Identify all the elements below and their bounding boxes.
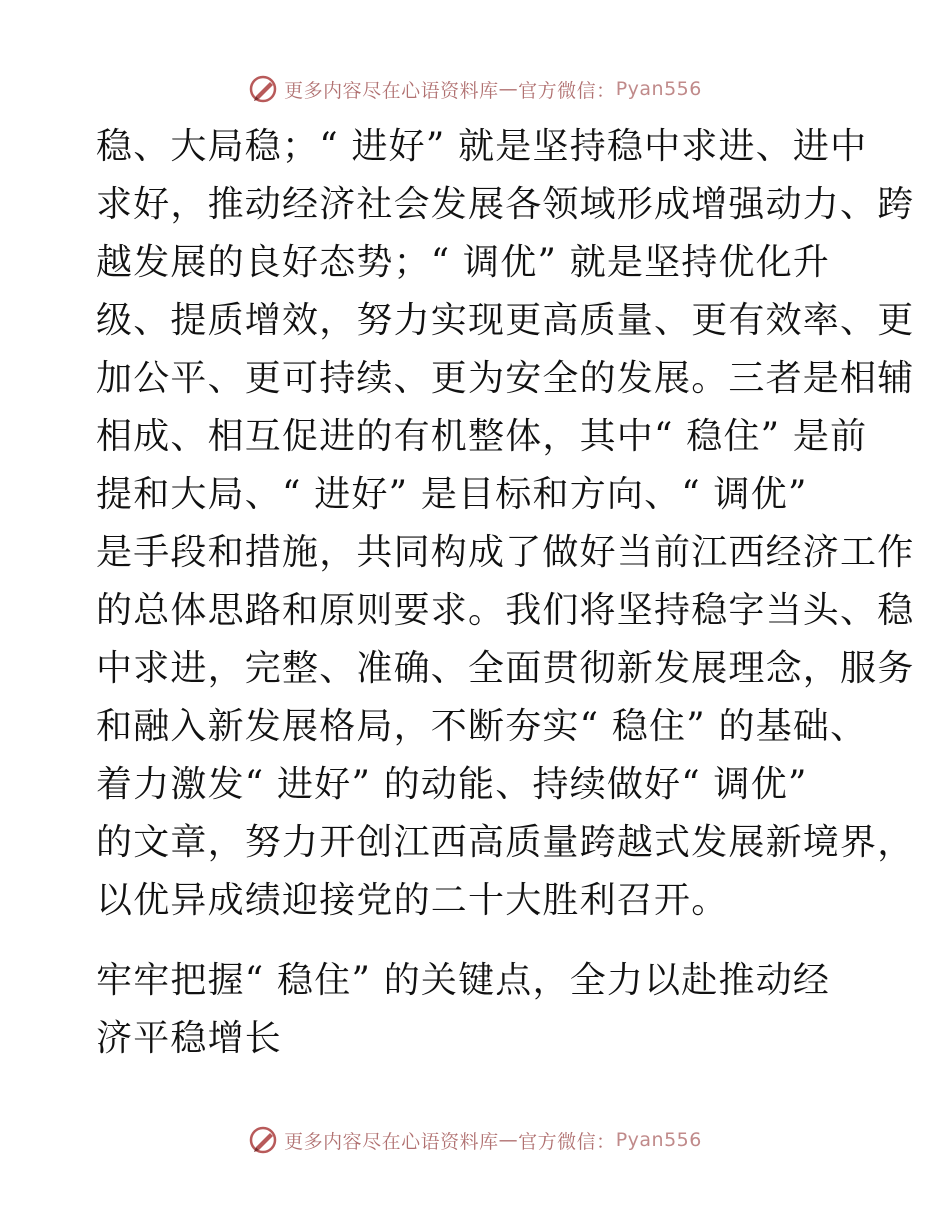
pen-logo-icon (248, 1125, 280, 1155)
paragraph-line: 求好，推动经济社会发展各领域形成增强动力、跨 (96, 184, 915, 225)
pen-logo-icon (248, 74, 280, 104)
watermark-label: 官方微信： (518, 1130, 616, 1153)
paragraph-line: 越发展的良好态势；“ 调优” 就是坚持优化升 (96, 242, 831, 283)
paragraph-line: 以优异成绩迎接党的二十大胜利召开。 (96, 880, 729, 921)
heading-line: 牢牢把握“ 稳住” 的关键点，全力以赴推动经 (96, 960, 831, 1001)
watermark-separator: — (498, 1129, 519, 1151)
paragraph-line: 提和大局、“ 进好” 是目标和方向、“ 调优” (96, 474, 808, 515)
paragraph-line: 的文章，努力开创江西高质量跨越式发展新境界， (96, 822, 915, 863)
watermark-label: 官方微信： (518, 79, 616, 102)
body-paragraph (96, 118, 915, 930)
paragraph-line: 中求进，完整、准确、全面贯彻新发展理念，服务 (96, 648, 915, 689)
watermark-wechat-id: Pyan556 (615, 1129, 702, 1151)
header-watermark (0, 74, 950, 104)
paragraph-line: 和融入新发展格局，不断夯实“ 稳住” 的基础、 (96, 706, 868, 747)
watermark-text: 更多内容尽在心语资料库 (284, 79, 499, 102)
paragraph-line: 是手段和措施，共同构成了做好当前江西经济工作 (96, 532, 915, 573)
paragraph-line: 稳、大局稳；“ 进好” 就是坚持稳中求进、进中 (96, 126, 868, 167)
watermark-wechat-id: Pyan556 (615, 78, 702, 100)
footer-watermark (0, 1125, 950, 1155)
paragraph-line: 着力激发“ 进好” 的动能、持续做好“ 调优” (96, 764, 808, 805)
paragraph-line: 的总体思路和原则要求。我们将坚持稳字当头、稳 (96, 590, 915, 631)
paragraph-line: 相成、相互促进的有机整体，其中“ 稳住” 是前 (96, 416, 868, 457)
paragraph-line: 加公平、更可持续、更为安全的发展。三者是相辅 (96, 358, 915, 399)
paragraph-line: 级、提质增效，努力实现更高质量、更有效率、更 (96, 300, 915, 341)
watermark-separator: — (498, 78, 519, 100)
watermark-text: 更多内容尽在心语资料库 (284, 1130, 499, 1153)
section-heading (96, 952, 856, 1068)
heading-line: 济平稳增长 (96, 1018, 283, 1059)
